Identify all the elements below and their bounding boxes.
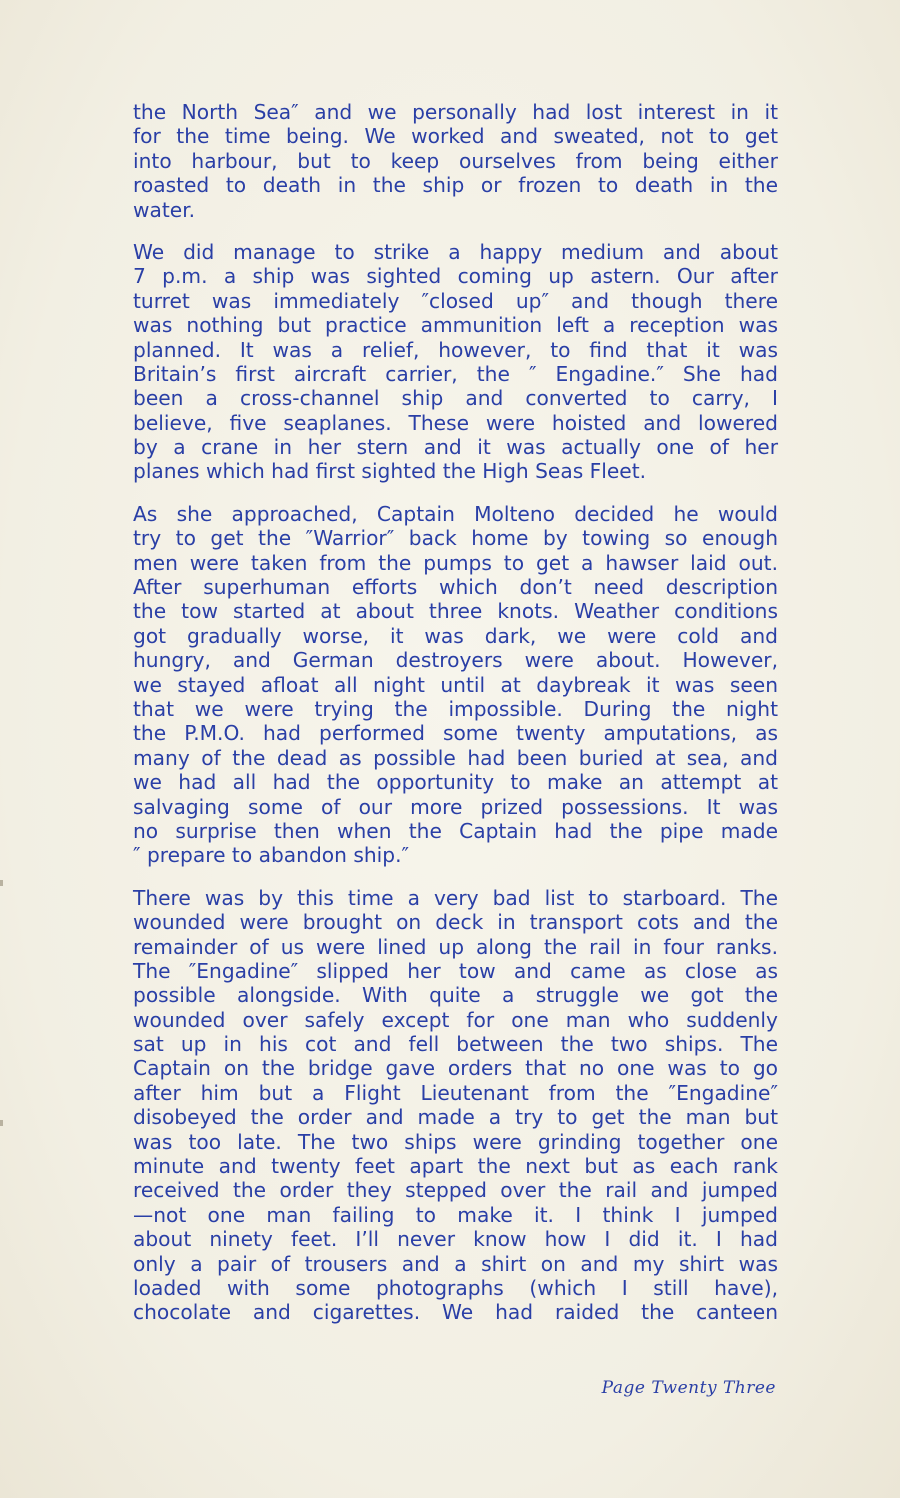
text-line: no surprise then when the Captain had the pipe made <box>133 818 778 843</box>
text-line: chocolate and cigarettes. We had raided the canteen <box>133 1300 778 1325</box>
text-line: believe, five seaplanes. These were hoisted and lowered <box>133 410 778 435</box>
text-line: was too late. The two ships were grinding together one <box>133 1129 778 1154</box>
text-line: many of the dead as possible had been buried at sea, and <box>133 745 778 770</box>
text-line: only a pair of trousers and a shirt on and my shirt was <box>133 1251 778 1276</box>
text-line: There was by this time a very bad list to starboard. The <box>133 885 778 910</box>
text-line: 7 p.m. a ship was sighted coming up astern. Our after <box>133 264 778 289</box>
paragraph <box>133 886 778 1325</box>
text-line: hungry, and German destroyers were about. However, <box>133 648 778 673</box>
text-line: ″ prepare to abandon ship.″ <box>133 843 410 868</box>
text-line: planes which had first sighted the High Seas Fleet. <box>133 459 647 484</box>
text-line: for the time being. We worked and sweated, not to get <box>133 124 778 149</box>
paragraph <box>133 502 778 868</box>
text-line: the P.M.O. had performed some twenty amputations, as <box>133 721 778 746</box>
text-line: been a cross-channel ship and converted to carry, I <box>133 386 778 411</box>
text-line: got gradually worse, it was dark, we were cold and <box>133 623 778 648</box>
text-line: turret was immediately ″closed up″ and though there <box>133 288 778 313</box>
text-line: received the order they stepped over the rail and jumped <box>133 1178 778 1203</box>
text-line: Captain on the bridge gave orders that no one was to go <box>133 1056 778 1081</box>
binding-mark <box>0 1120 3 1126</box>
text-line: loaded with some photographs (which I still have), <box>133 1275 778 1300</box>
text-line: wounded over safely except for one man who suddenly <box>133 1007 778 1032</box>
text-line: we stayed afloat all night until at daybreak it was seen <box>133 672 778 697</box>
binding-mark <box>0 880 3 886</box>
text-line: we had all had the opportunity to make an attempt at <box>133 770 778 795</box>
paragraph <box>133 100 778 222</box>
text-line: possible alongside. With quite a struggle we got the <box>133 983 778 1008</box>
text-line: try to get the ″Warrior″ back home by towing so enough <box>133 526 778 551</box>
text-line: After superhuman efforts which don’t need description <box>133 575 778 600</box>
text-line: As she approached, Captain Molteno decided he would <box>133 501 778 526</box>
text-line: after him but a Flight Lieutenant from the ″Engadine″ <box>133 1080 778 1105</box>
body-text <box>133 100 778 1343</box>
text-line: The ″Engadine″ slipped her tow and came as close as <box>133 958 778 983</box>
text-line: that we were trying the impossible. During the night <box>133 696 778 721</box>
text-line: wounded were brought on deck in transport cots and the <box>133 910 778 935</box>
text-line: We did manage to strike a happy medium and about <box>133 239 778 264</box>
text-line: men were taken from the pumps to get a hawser laid out. <box>133 550 778 575</box>
text-line: planned. It was a relief, however, to find that it was <box>133 337 778 362</box>
text-line: roasted to death in the ship or frozen to death in the <box>133 173 778 198</box>
paragraph <box>133 240 778 484</box>
text-line: water. <box>133 197 196 222</box>
text-line: the tow started at about three knots. Weather conditions <box>133 599 778 624</box>
text-line: remainder of us were lined up along the rail in four ranks. <box>133 934 778 959</box>
text-line: into harbour, but to keep ourselves from being either <box>133 148 778 173</box>
text-line: —not one man failing to make it. I think I jumped <box>133 1202 778 1227</box>
text-line: sat up in his cot and fell between the two ships. The <box>133 1032 778 1057</box>
text-line: disobeyed the order and made a try to get the man but <box>133 1105 778 1130</box>
text-line: minute and twenty feet apart the next but as each rank <box>133 1154 778 1179</box>
text-line: Britain’s first aircraft carrier, the ″ Engadine.″ She had <box>133 361 778 386</box>
text-line: by a crane in her stern and it was actually one of her <box>133 435 778 460</box>
text-line: salvaging some of our more prized possessions. It was <box>133 794 778 819</box>
text-line: was nothing but practice ammunition left a reception was <box>133 313 778 338</box>
text-line: the North Sea″ and we personally had lost interest in it <box>133 100 778 124</box>
text-line: about ninety feet. I’ll never know how I did it. I had <box>133 1227 778 1252</box>
page-number: Page Twenty Three <box>601 1378 776 1398</box>
